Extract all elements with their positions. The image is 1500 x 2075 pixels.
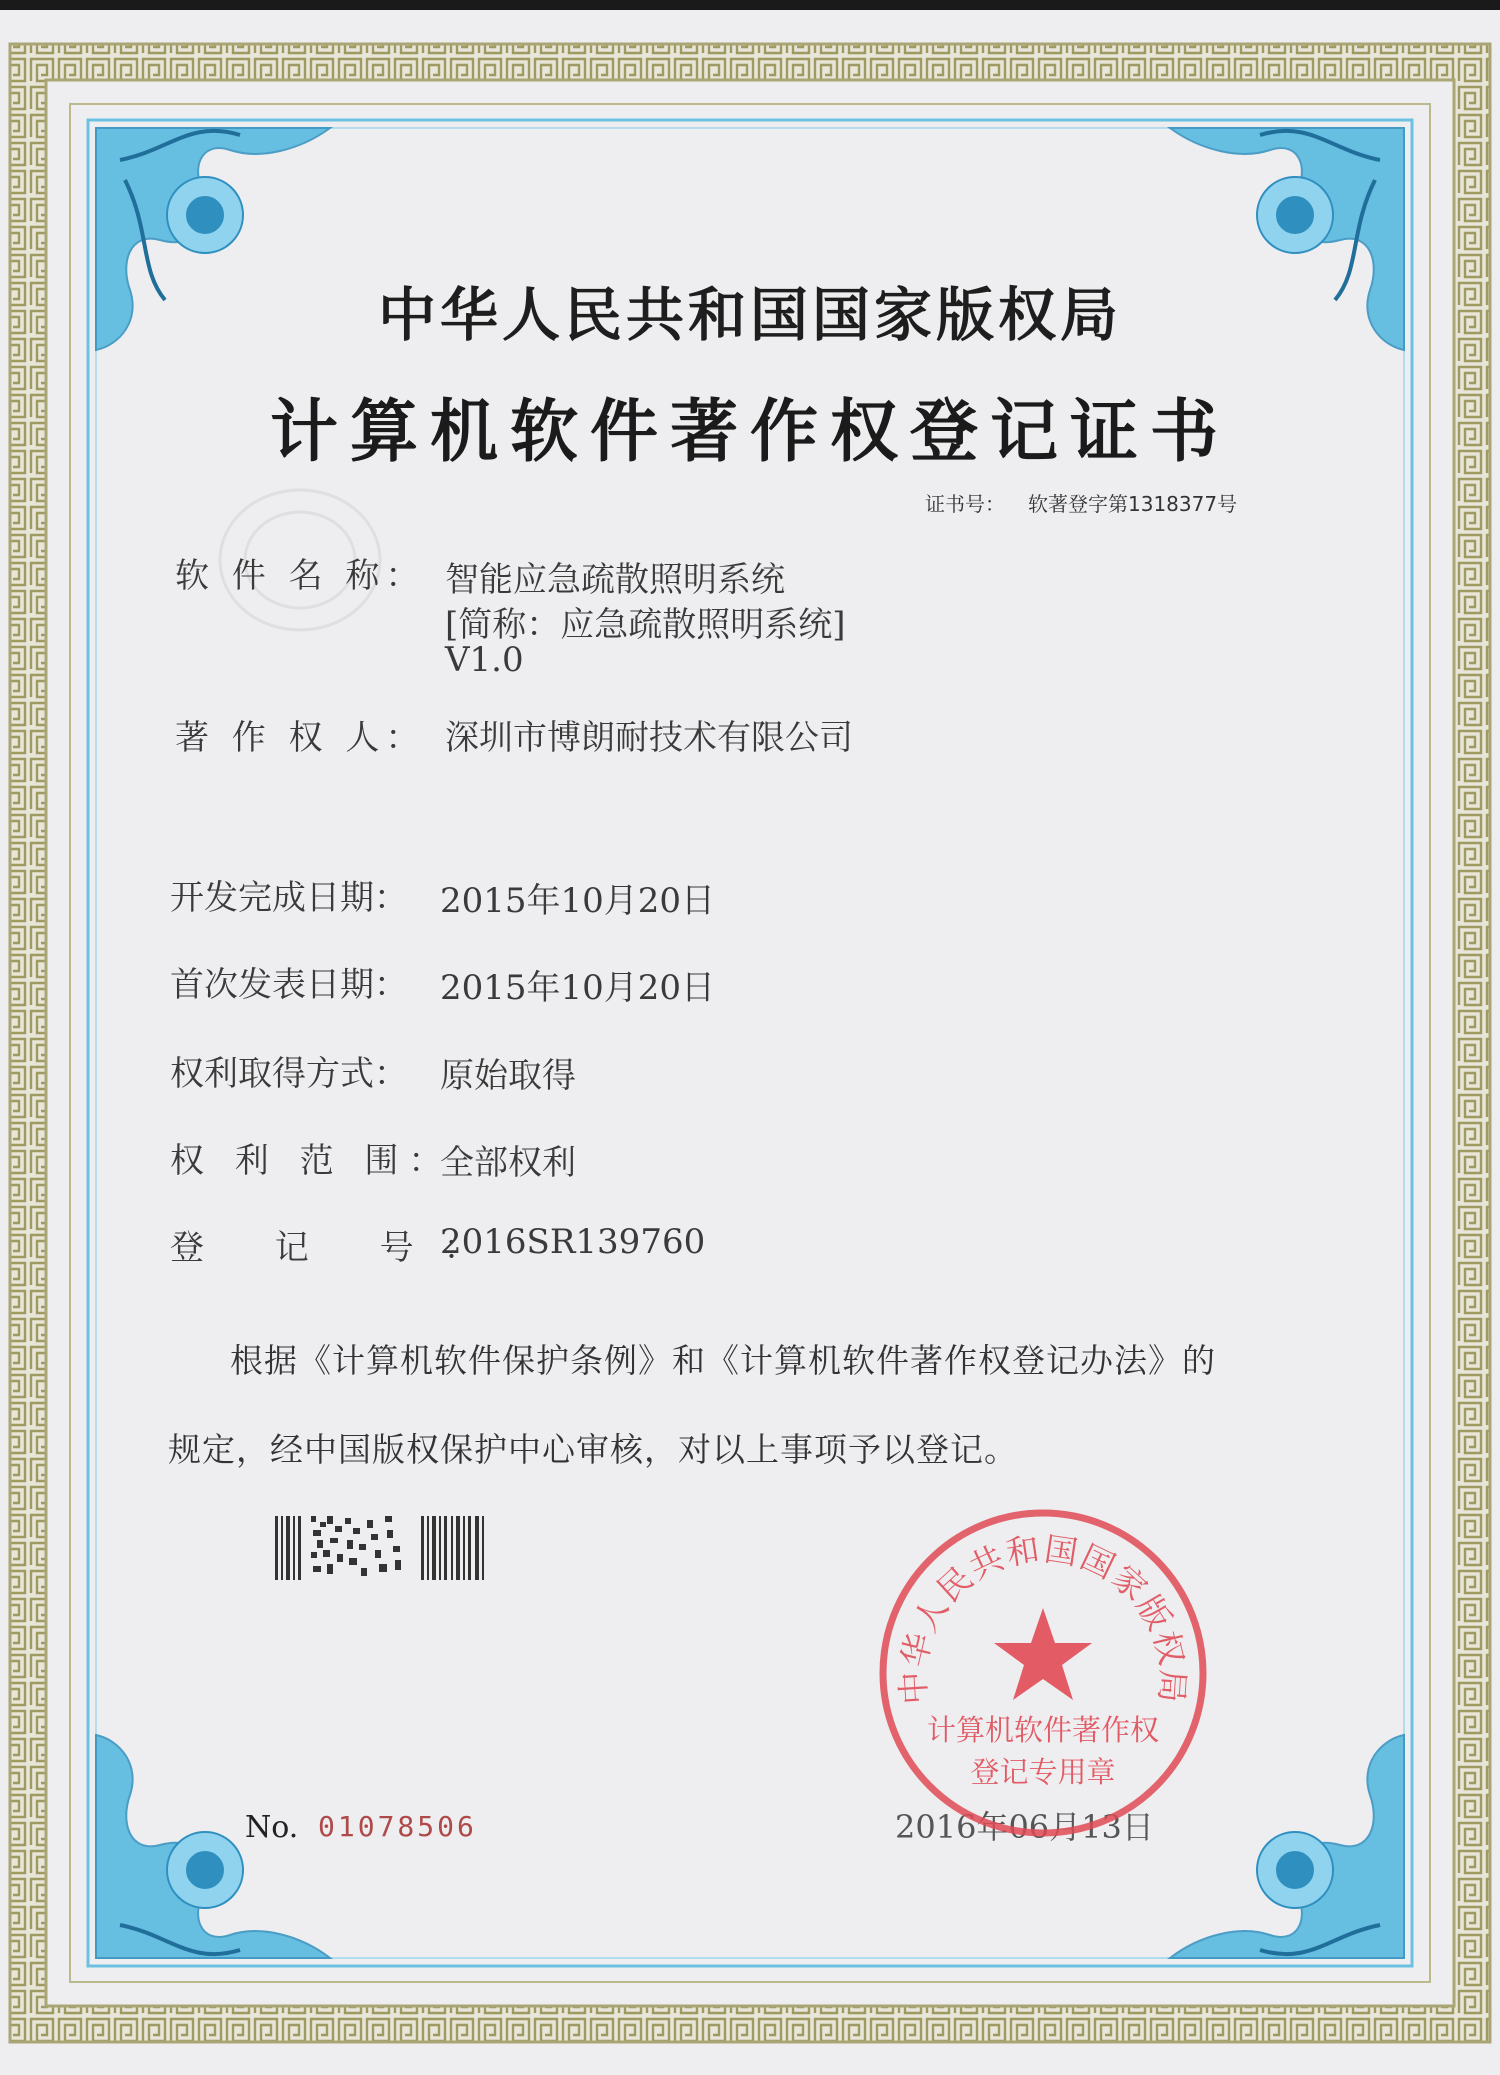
barcode	[275, 1512, 487, 1584]
authority-title: 中华人民共和国国家版权局	[377, 281, 1122, 349]
rights-scope-value: 全部权利	[440, 1143, 576, 1183]
dev-date-value: 2015年10月20日	[440, 881, 716, 921]
rights-scope-label: 权 利 范 围：	[170, 1141, 453, 1181]
certificate-title: 计算机软件著作权登记证书	[269, 393, 1230, 472]
acquire-method-value: 原始取得	[440, 1056, 576, 1096]
pub-date-value: 2015年10月20日	[440, 968, 716, 1008]
seal-inner-line1: 计算机软件著作权	[926, 1713, 1160, 1747]
seal-star-icon	[994, 1608, 1092, 1700]
seal-ring-text: 中华人民共和国国家版权局	[893, 1529, 1193, 1706]
registration-label: 登 记 号：	[170, 1228, 508, 1268]
serial-number-value: 01078506	[318, 1810, 477, 1843]
cert-number-label: 证书号：	[925, 492, 1005, 516]
dev-date-label: 开发完成日期：	[170, 878, 408, 918]
corner-ornament-bottom-left	[96, 1735, 330, 1958]
owner-value: 深圳市博朗耐技术有限公司	[445, 718, 853, 758]
official-seal	[868, 1498, 1218, 1848]
software-name-line1: 智能应急疏散照明系统	[445, 560, 785, 600]
owner-label: 著 作 权 人：	[175, 718, 426, 758]
cert-number-value: 软著登字第1318377号	[1028, 492, 1238, 516]
software-version: V1.0	[445, 640, 524, 680]
seal-inner-line2: 登记专用章	[970, 1755, 1116, 1789]
pub-date-label: 首次发表日期：	[170, 965, 408, 1005]
registration-number: 2016SR139760	[440, 1222, 706, 1262]
issue-date: 2016年06月13日	[895, 1808, 1154, 1846]
serial-number-label: No.	[245, 1810, 299, 1845]
software-name-line2: [简称：应急疏散照明系统]	[445, 605, 846, 645]
statement-line1: 根据《计算机软件保护条例》和《计算机软件著作权登记办法》的	[230, 1341, 1216, 1380]
software-name-label: 软 件 名 称：	[175, 556, 426, 596]
statement-line2: 规定，经中国版权保护中心审核，对以上事项予以登记。	[168, 1430, 1018, 1469]
acquire-method-label: 权利取得方式：	[170, 1054, 408, 1094]
